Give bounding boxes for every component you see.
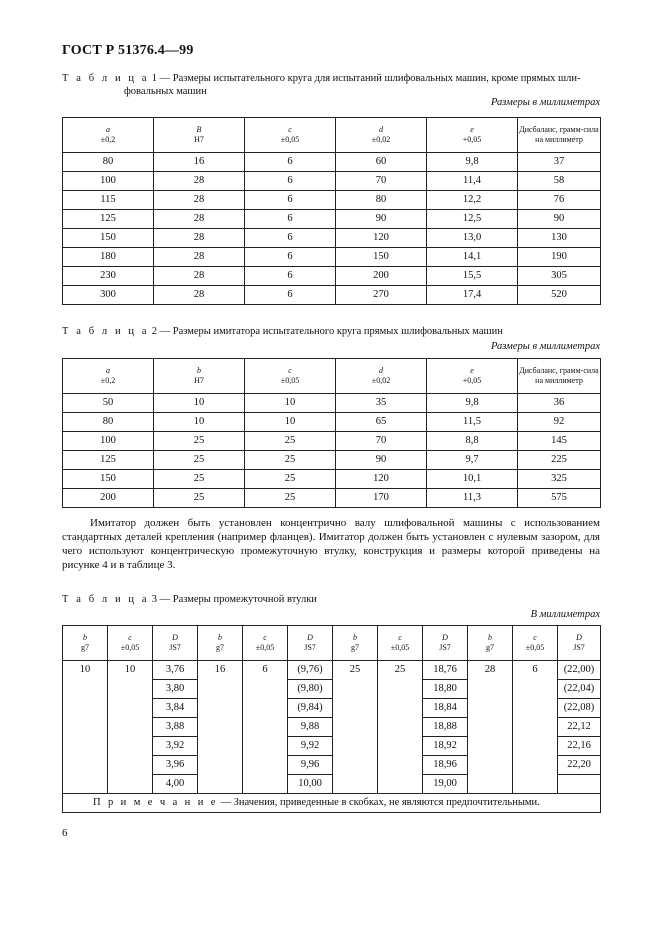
table-note bbox=[63, 794, 601, 813]
cell-D: (22,08) bbox=[558, 699, 601, 718]
column-header bbox=[336, 359, 427, 394]
table-row bbox=[63, 172, 601, 191]
column-header bbox=[468, 626, 513, 661]
table-row bbox=[63, 191, 601, 210]
table-cell: 125 bbox=[63, 451, 154, 470]
cell-D: 18,76 bbox=[423, 661, 468, 680]
column-tolerance: g7 bbox=[81, 643, 89, 652]
column-symbol: b bbox=[488, 633, 492, 642]
column-header bbox=[427, 359, 518, 394]
table-row bbox=[63, 394, 601, 413]
column-header bbox=[154, 359, 245, 394]
table-cell: 11,3 bbox=[427, 489, 518, 508]
table-cell: 90 bbox=[518, 210, 601, 229]
cell-D: 3,92 bbox=[153, 737, 198, 756]
cell-c: 6 bbox=[243, 661, 288, 794]
column-header bbox=[336, 118, 427, 153]
table-cell: 10 bbox=[245, 394, 336, 413]
table-cell: 120 bbox=[336, 229, 427, 248]
table-cell: 76 bbox=[518, 191, 601, 210]
cell-D: (22,00) bbox=[558, 661, 601, 680]
table-cell: 28 bbox=[154, 248, 245, 267]
cell-D: 22,16 bbox=[558, 737, 601, 756]
table-note-row bbox=[63, 794, 601, 813]
table-cell: 170 bbox=[336, 489, 427, 508]
cell-D: 22,20 bbox=[558, 756, 601, 775]
table-cell: 80 bbox=[336, 191, 427, 210]
table-cell: 6 bbox=[245, 286, 336, 305]
cell-D: 3,76 bbox=[153, 661, 198, 680]
table-cell: 58 bbox=[518, 172, 601, 191]
cell-D: (9,76) bbox=[288, 661, 333, 680]
table3-caption-line1: 3 — Размеры промежуточной втулки bbox=[149, 594, 317, 605]
column-header bbox=[243, 626, 288, 661]
table-header-row bbox=[63, 118, 601, 153]
table-cell: 6 bbox=[245, 229, 336, 248]
column-symbol: D bbox=[576, 633, 582, 642]
table3-caption-label: Т а б л и ц а bbox=[62, 594, 150, 605]
table-header-row bbox=[63, 626, 601, 661]
column-header bbox=[245, 359, 336, 394]
table-cell: 9,8 bbox=[427, 153, 518, 172]
table-cell: 90 bbox=[336, 210, 427, 229]
column-symbol: c bbox=[398, 633, 402, 642]
table-cell: 6 bbox=[245, 153, 336, 172]
table-cell: 115 bbox=[63, 191, 154, 210]
column-tolerance: +0,05 bbox=[462, 135, 482, 144]
column-symbol: a bbox=[106, 125, 110, 134]
cell-D: 18,96 bbox=[423, 756, 468, 775]
column-symbol: e bbox=[470, 366, 474, 375]
column-symbol: B bbox=[196, 125, 202, 134]
table2-caption-line1: 2 — Размеры имитатора испытательного круга прямых шлифовальных машин bbox=[149, 326, 503, 337]
table-cell: 65 bbox=[336, 413, 427, 432]
table-cell: 28 bbox=[154, 191, 245, 210]
table-cell: 6 bbox=[245, 172, 336, 191]
table-cell: 28 bbox=[154, 267, 245, 286]
cell-c: 6 bbox=[513, 661, 558, 794]
column-header bbox=[63, 359, 154, 394]
table-cell: 16 bbox=[154, 153, 245, 172]
cell-D: 3,96 bbox=[153, 756, 198, 775]
table-cell: 28 bbox=[154, 229, 245, 248]
column-symbol: c bbox=[288, 366, 292, 375]
cell-D: 18,84 bbox=[423, 699, 468, 718]
table-cell: 9,7 bbox=[427, 451, 518, 470]
table2-caption-label: Т а б л и ц а bbox=[62, 326, 150, 337]
column-tolerance: ±0,05 bbox=[280, 135, 300, 144]
column-header bbox=[423, 626, 468, 661]
column-tolerance: Дисбаланс, грамм-сила на миллиметр bbox=[519, 366, 599, 385]
cell-D: (22,04) bbox=[558, 680, 601, 699]
table-row bbox=[63, 489, 601, 508]
column-tolerance: Дисбаланс, грамм-сила на миллиметр bbox=[519, 125, 599, 144]
table-cell: 270 bbox=[336, 286, 427, 305]
table-cell: 90 bbox=[336, 451, 427, 470]
table-row bbox=[63, 470, 601, 489]
cell-D: 10,00 bbox=[288, 775, 333, 794]
column-header bbox=[63, 118, 154, 153]
cell-D: (9,84) bbox=[288, 699, 333, 718]
cell-b: 28 bbox=[468, 661, 513, 794]
table-cell: 6 bbox=[245, 267, 336, 286]
table1-caption-label: Т а б л и ц а bbox=[62, 73, 150, 84]
table-cell: 13,0 bbox=[427, 229, 518, 248]
table-cell: 10,1 bbox=[427, 470, 518, 489]
column-tolerance: ±0,05 bbox=[255, 643, 275, 652]
table-cell: 6 bbox=[245, 191, 336, 210]
column-tolerance: JS7 bbox=[573, 643, 585, 652]
column-tolerance: ±0,2 bbox=[100, 135, 116, 144]
table-cell: 100 bbox=[63, 172, 154, 191]
table3-caption bbox=[62, 593, 602, 606]
column-symbol: b bbox=[353, 633, 357, 642]
table-cell: 70 bbox=[336, 172, 427, 191]
table1-caption-line2: фовальных машин bbox=[124, 86, 207, 97]
cell-D: 22,12 bbox=[558, 718, 601, 737]
table-cell: 28 bbox=[154, 210, 245, 229]
cell-D bbox=[558, 775, 601, 794]
table-cell: 12,5 bbox=[427, 210, 518, 229]
table-row bbox=[63, 432, 601, 451]
table-cell: 8,8 bbox=[427, 432, 518, 451]
column-header bbox=[518, 118, 601, 153]
table2-caption bbox=[62, 325, 602, 338]
column-header bbox=[518, 359, 601, 394]
column-tolerance: JS7 bbox=[304, 643, 316, 652]
table-cell: 180 bbox=[63, 248, 154, 267]
cell-D: 3,80 bbox=[153, 680, 198, 699]
table-cell: 15,5 bbox=[427, 267, 518, 286]
table-cell: 28 bbox=[154, 286, 245, 305]
cell-D: 3,84 bbox=[153, 699, 198, 718]
table-cell: 10 bbox=[245, 413, 336, 432]
table-cell: 230 bbox=[63, 267, 154, 286]
table-cell: 125 bbox=[63, 210, 154, 229]
cell-b: 10 bbox=[63, 661, 108, 794]
table1-caption-line1: 1 — Размеры испытательного круга для испытаний шлифовальных машин, кроме прямых шли- bbox=[149, 73, 581, 84]
column-symbol: b bbox=[218, 633, 222, 642]
table1 bbox=[62, 117, 601, 305]
table-cell: 92 bbox=[518, 413, 601, 432]
table3-units: В миллиметрах bbox=[530, 609, 600, 620]
cell-D: (9,80) bbox=[288, 680, 333, 699]
table-cell: 14,1 bbox=[427, 248, 518, 267]
column-header bbox=[513, 626, 558, 661]
table-row bbox=[63, 229, 601, 248]
column-tolerance: g7 bbox=[351, 643, 359, 652]
column-tolerance: H7 bbox=[194, 376, 204, 385]
table-cell: 25 bbox=[154, 489, 245, 508]
table-cell: 520 bbox=[518, 286, 601, 305]
column-header bbox=[198, 626, 243, 661]
table3 bbox=[62, 625, 601, 813]
column-header bbox=[558, 626, 601, 661]
table-cell: 130 bbox=[518, 229, 601, 248]
column-symbol: c bbox=[128, 633, 132, 642]
table-cell: 150 bbox=[63, 229, 154, 248]
table-row bbox=[63, 153, 601, 172]
table-cell: 80 bbox=[63, 413, 154, 432]
table-cell: 25 bbox=[245, 489, 336, 508]
table1-units: Размеры в миллиметрах bbox=[491, 97, 600, 108]
column-header bbox=[333, 626, 378, 661]
column-symbol: b bbox=[197, 366, 201, 375]
column-header bbox=[108, 626, 153, 661]
column-tolerance: ±0,05 bbox=[120, 643, 140, 652]
column-symbol: a bbox=[106, 366, 110, 375]
column-tolerance: ±0,02 bbox=[371, 376, 391, 385]
column-symbol: c bbox=[263, 633, 267, 642]
column-tolerance: JS7 bbox=[169, 643, 181, 652]
table-cell: 25 bbox=[245, 432, 336, 451]
table-cell: 25 bbox=[154, 451, 245, 470]
column-header bbox=[427, 118, 518, 153]
column-symbol: b bbox=[83, 633, 87, 642]
cell-b: 25 bbox=[333, 661, 378, 794]
column-tolerance: ±0,2 bbox=[100, 376, 116, 385]
table2-units: Размеры в миллиметрах bbox=[491, 341, 600, 352]
table-cell: 11,4 bbox=[427, 172, 518, 191]
table-cell: 6 bbox=[245, 248, 336, 267]
table-cell: 17,4 bbox=[427, 286, 518, 305]
column-tolerance: g7 bbox=[216, 643, 224, 652]
cell-D: 3,88 bbox=[153, 718, 198, 737]
table-cell: 11,5 bbox=[427, 413, 518, 432]
table-cell: 120 bbox=[336, 470, 427, 489]
table-row bbox=[63, 248, 601, 267]
document-header: ГОСТ Р 51376.4—99 bbox=[62, 43, 194, 58]
table-cell: 200 bbox=[336, 267, 427, 286]
column-tolerance: ±0,05 bbox=[390, 643, 410, 652]
table-cell: 575 bbox=[518, 489, 601, 508]
table-cell: 60 bbox=[336, 153, 427, 172]
cell-c: 10 bbox=[108, 661, 153, 794]
note-text: — Значения, приведенные в скобках, не являются предпочтительными. bbox=[217, 797, 540, 808]
column-tolerance: g7 bbox=[486, 643, 494, 652]
table-cell: 25 bbox=[154, 470, 245, 489]
table-cell: 150 bbox=[336, 248, 427, 267]
cell-D: 18,92 bbox=[423, 737, 468, 756]
column-symbol: D bbox=[307, 633, 313, 642]
column-tolerance: ±0,05 bbox=[280, 376, 300, 385]
table-header-row bbox=[63, 359, 601, 394]
column-symbol: d bbox=[379, 366, 383, 375]
table-cell: 145 bbox=[518, 432, 601, 451]
table-cell: 80 bbox=[63, 153, 154, 172]
column-header bbox=[153, 626, 198, 661]
table-cell: 37 bbox=[518, 153, 601, 172]
table-cell: 200 bbox=[63, 489, 154, 508]
column-symbol: d bbox=[379, 125, 383, 134]
table-cell: 305 bbox=[518, 267, 601, 286]
column-symbol: D bbox=[442, 633, 448, 642]
table-row bbox=[63, 451, 601, 470]
column-symbol: e bbox=[470, 125, 474, 134]
column-header bbox=[378, 626, 423, 661]
table-cell: 300 bbox=[63, 286, 154, 305]
table-cell: 9,8 bbox=[427, 394, 518, 413]
table-cell: 190 bbox=[518, 248, 601, 267]
table-cell: 25 bbox=[245, 470, 336, 489]
table-cell: 28 bbox=[154, 172, 245, 191]
table-cell: 12,2 bbox=[427, 191, 518, 210]
table-row bbox=[63, 661, 601, 680]
column-header bbox=[63, 626, 108, 661]
table2 bbox=[62, 358, 601, 508]
column-tolerance: ±0,02 bbox=[371, 135, 391, 144]
table-row bbox=[63, 210, 601, 229]
table-cell: 70 bbox=[336, 432, 427, 451]
table-cell: 100 bbox=[63, 432, 154, 451]
cell-D: 18,88 bbox=[423, 718, 468, 737]
table-cell: 50 bbox=[63, 394, 154, 413]
column-symbol: c bbox=[533, 633, 537, 642]
table-cell: 10 bbox=[154, 394, 245, 413]
table-cell: 35 bbox=[336, 394, 427, 413]
page-number: 6 bbox=[62, 827, 68, 839]
column-header bbox=[154, 118, 245, 153]
table-row bbox=[63, 413, 601, 432]
column-tolerance: H7 bbox=[194, 135, 204, 144]
table-cell: 25 bbox=[154, 432, 245, 451]
cell-b: 16 bbox=[198, 661, 243, 794]
column-header bbox=[288, 626, 333, 661]
table-cell: 325 bbox=[518, 470, 601, 489]
table-row bbox=[63, 286, 601, 305]
cell-D: 9,96 bbox=[288, 756, 333, 775]
table-cell: 10 bbox=[154, 413, 245, 432]
table-cell: 36 bbox=[518, 394, 601, 413]
column-tolerance: +0,05 bbox=[462, 376, 482, 385]
table-cell: 6 bbox=[245, 210, 336, 229]
note-label: П р и м е ч а н и е bbox=[93, 797, 218, 808]
column-symbol: D bbox=[172, 633, 178, 642]
cell-D: 4,00 bbox=[153, 775, 198, 794]
cell-D: 19,00 bbox=[423, 775, 468, 794]
column-symbol: c bbox=[288, 125, 292, 134]
cell-D: 18,80 bbox=[423, 680, 468, 699]
table-cell: 225 bbox=[518, 451, 601, 470]
cell-D: 9,88 bbox=[288, 718, 333, 737]
table-cell: 150 bbox=[63, 470, 154, 489]
cell-D: 9,92 bbox=[288, 737, 333, 756]
column-tolerance: JS7 bbox=[439, 643, 451, 652]
cell-c: 25 bbox=[378, 661, 423, 794]
column-header bbox=[245, 118, 336, 153]
column-tolerance: ±0,05 bbox=[525, 643, 545, 652]
body-paragraph: Имитатор должен быть установлен концентрично валу шлифовальной машины с использованием стандартных деталей крепления (например фланцев). Имитатор должен быть установлен с нулевым зазором, для чего используют концентрическую промежуточную втулку, конструкция и размеры которой приведены на рисунке 4 и в таблице 3. bbox=[62, 517, 600, 571]
table1-caption bbox=[62, 72, 602, 98]
table-row bbox=[63, 267, 601, 286]
table-cell: 25 bbox=[245, 451, 336, 470]
